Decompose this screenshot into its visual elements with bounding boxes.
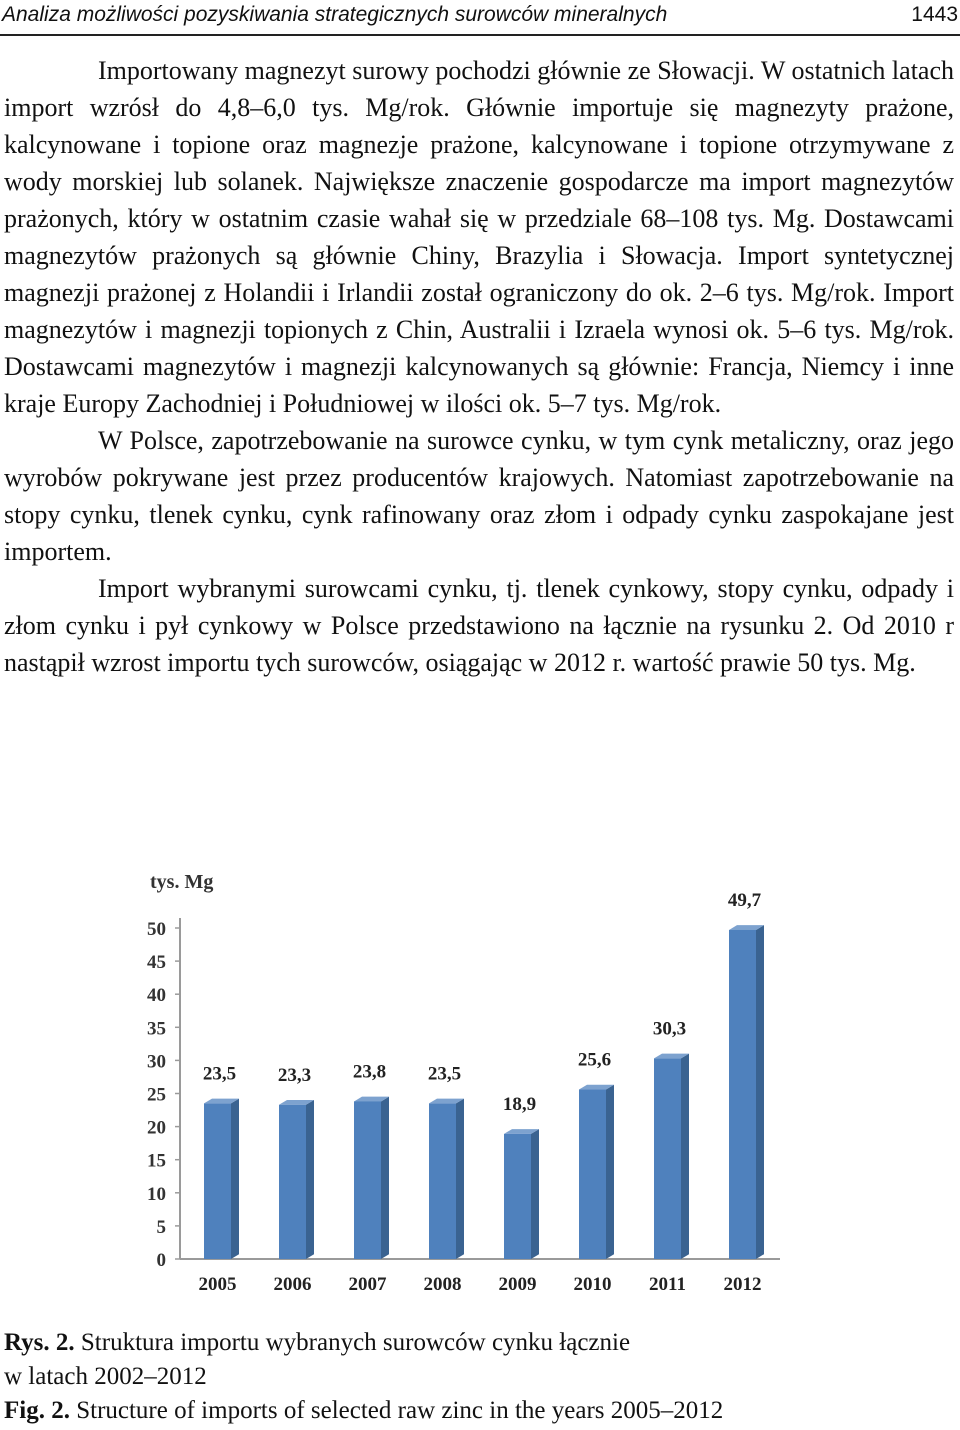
x-tick-label: 2011 (649, 1274, 686, 1295)
paragraph-zinc-demand: W Polsce, zapotrzebowanie na surowce cynku, w tym cynk metaliczny, oraz jego wyrobów pokrywane jest przez producentów krajowych. Natomiast zapotrzebowanie na stopy cynku, tlenek cynku, cynk rafinowany oraz złom i odpady cynku zaspokajane jest importem. (4, 426, 954, 566)
bar-side-face (531, 1129, 539, 1259)
y-tick-label: 0 (156, 1250, 166, 1271)
caption-polish-label: Rys. 2. (4, 1329, 75, 1356)
caption-polish-line2: w latach 2002–2012 (4, 1363, 207, 1390)
bar-side-face (456, 1099, 464, 1259)
bar (429, 1103, 456, 1259)
y-tick-label: 45 (147, 952, 166, 974)
bar-value-label: 23,8 (352, 1061, 387, 1083)
x-tick-label: 2005 (198, 1274, 237, 1295)
bar-side-face (381, 1097, 389, 1259)
bar (504, 1134, 531, 1259)
page-number: 1443 (911, 3, 958, 26)
caption-polish-text: Struktura importu wybranych surowców cynku łącznie (74, 1329, 631, 1356)
y-tick-label: 50 (147, 919, 166, 940)
bar (654, 1058, 681, 1259)
caption-english (4, 1394, 954, 1428)
y-tick-label: 30 (147, 1051, 166, 1073)
bar-value-label: 23,3 (277, 1064, 312, 1086)
x-tick-label: 2007 (348, 1274, 387, 1295)
bar (279, 1105, 306, 1259)
y-tick-label: 40 (147, 985, 166, 1007)
bar-chart-svg (130, 860, 790, 1310)
bar-value-label: 49,7 (727, 889, 762, 911)
paragraph-magnesite: Importowany magnezyt surowy pochodzi głównie ze Słowacji. W ostatnich latach import wzrósł do 4,8–6,0 tys. Mg/rok. Głównie importuje się magnezyty prażone, kalcynowane i topione oraz magnezje prażone, kalcynowane i topione otrzymywane z wody morskiej lub solanek. Największe znaczenie gospodarcze ma import magnezytów prażonych, który w ostatnim czasie wahał się w przedziale 68–108 tys. Mg. Dostawcami magnezytów prażonych są głównie Chiny, Brazylia i Słowacja. Import syntetycznej magnezji prażonej z Holandii i Irlandii został ograniczony do ok. 2–6 tys. Mg/rok. Import magnezytów i magnezji topionych z Chin, Australii i Izraela wynosi ok. 5–6 tys. Mg/rok. Dostawcami magnezytów i magnezji kalcynowanych są głównie: Francja, Niemcy i inne kraje Europy Zachodniej i Południowej w ilości ok. 5–7 tys. Mg/rok. (4, 56, 954, 418)
y-tick-label: 5 (156, 1216, 166, 1238)
bar (354, 1101, 381, 1259)
y-tick-label: 20 (147, 1117, 166, 1139)
x-tick-label: 2009 (498, 1274, 537, 1295)
paragraph-zinc-import: Import wybranymi surowcami cynku, tj. tlenek cynkowy, stopy cynku, odpady i złom cynku i pył cynkowy w Polsce przedstawiono na łącznie na rysunku 2. Od 2010 r nastąpił wzrost importu tych surowców, osiągając w 2012 r. wartość prawie 50 tys. Mg. (4, 574, 954, 677)
bar-side-face (606, 1085, 614, 1259)
bar-side-face (681, 1054, 689, 1259)
caption-english-label: Fig. 2. (4, 1397, 70, 1424)
bar-value-label: 23,5 (427, 1063, 462, 1085)
bar-value-label: 18,9 (502, 1093, 537, 1115)
bar-side-face (306, 1100, 314, 1259)
bar-value-label: 30,3 (652, 1018, 687, 1040)
bar (579, 1090, 606, 1259)
x-tick-label: 2012 (723, 1274, 762, 1295)
bar-side-face (756, 925, 764, 1259)
y-tick-label: 35 (147, 1018, 166, 1040)
running-title: Analiza możliwości pozyskiwania strategicznych surowców mineralnych (2, 3, 668, 26)
x-tick-label: 2008 (423, 1274, 462, 1295)
caption-english-text: Structure of imports of selected raw zinc in the years 2005–2012 (69, 1397, 724, 1424)
figure-caption (4, 1326, 954, 1428)
bar-side-face (231, 1099, 239, 1259)
y-tick-label: 15 (147, 1150, 166, 1172)
running-header (0, 0, 960, 36)
bar (729, 930, 756, 1259)
bar-value-label: 23,5 (202, 1063, 237, 1085)
bar (204, 1103, 231, 1259)
y-axis-unit-label: tys. Mg (150, 871, 214, 893)
bar-value-label: 25,6 (577, 1049, 612, 1071)
caption-polish-line1 (4, 1326, 954, 1360)
y-tick-label: 10 (147, 1183, 166, 1205)
y-tick-label: 25 (147, 1084, 166, 1106)
body-text (4, 52, 954, 681)
x-tick-label: 2010 (573, 1274, 612, 1295)
zinc-import-chart (130, 860, 790, 1310)
x-tick-label: 2006 (273, 1274, 312, 1295)
